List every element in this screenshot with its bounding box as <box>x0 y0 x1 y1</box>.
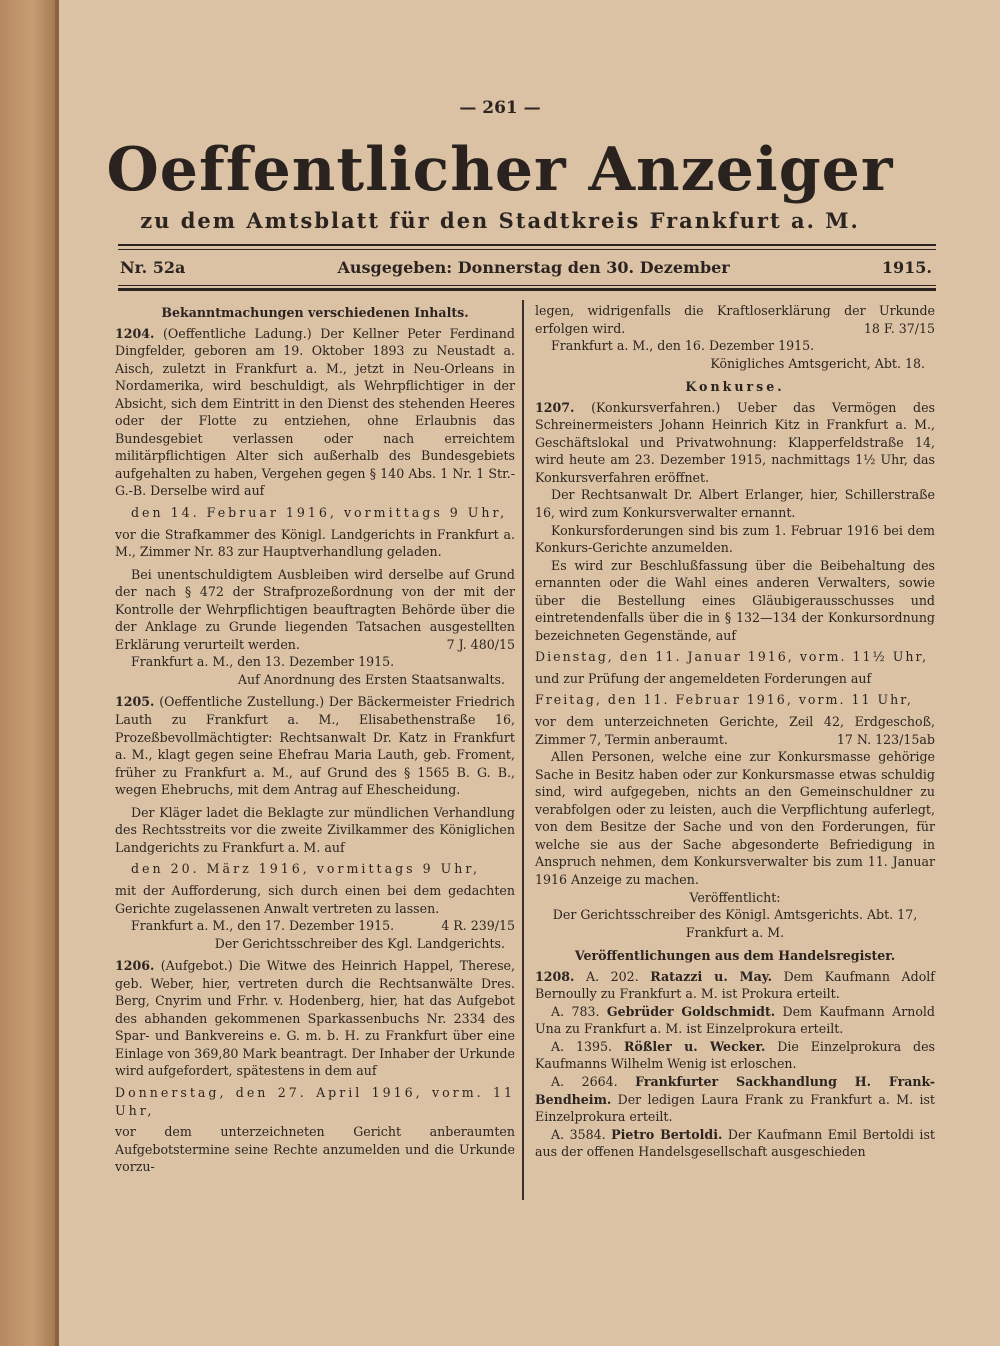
signature: Königliches Amtsgericht, Abt. 18. <box>710 355 925 371</box>
place-date: Frankfurt a. M., den 13. Dezember 1915. <box>131 654 395 670</box>
firm-name: Ratazzi u. May. <box>650 968 773 984</box>
entry-text: Der ledigen Laura Frank zu Frankfurt a. M. ist Einzelprokura erteilt. <box>535 1091 935 1125</box>
file-reference: 17 N. 123/15ab <box>836 731 935 747</box>
notice-text: Der Rechtsanwalt Dr. Albert Erlanger, hier, Schillerstraße 16, wird zum Konkursverwalter ernannt. <box>535 487 935 521</box>
register-number: A. 1395. <box>551 1038 613 1054</box>
notice-1207 <box>535 399 935 941</box>
notice-text: Der Kläger ladet die Beklagte zur mündlichen Verhandlung des Rechtsstreits vor die zweite Zivilkammer des Königlichen Landgerichts zu Frankfurt a. M. auf <box>115 804 515 855</box>
register-entry <box>535 1126 935 1161</box>
notice-1205 <box>115 693 515 952</box>
firm-name: Frankfurter Sackhandlung H. Frank-Bendheim. <box>535 1073 936 1107</box>
entry-text: Dem Kaufmann Adolf Bernoully zu Frankfurt a. M. ist Prokura erteilt. <box>535 968 935 1002</box>
notice-text: Bei unentschuldigtem Ausbleiben wird derselbe auf Grund der nach § 472 der Strafprozeßordnung von der mit der Kontrolle der Wehrpflichtigen beauftragten Behörde über die der Anklage zu Grunde liegenden Tatsachen ausgestellten Erklärung verurteilt werden. <box>115 566 515 652</box>
firm-name: Rößler u. Wecker. <box>623 1038 766 1054</box>
notice-text: (Oeffentliche Zustellung.) Der Bäckermeister Friedrich Lauth zu Frankfurt a. M., Elisabethenstraße 16, Prozeßbevollmächtigter: Rechtsanwalt Dr. Katz in Frankfurt a. M., klagt gegen seine Ehefrau Maria Lauth, geb. Froment, früher zu Frankfurt a. M., auf Grund des § 1565 B. G. B., wegen Ehebruchs, mit dem Antrag auf Ehescheidung. <box>115 694 515 798</box>
register-entry <box>535 968 935 1003</box>
notice-text: mit der Aufforderung, sich durch einen bei dem gedachten Gerichte zugelassenen Anwalt vertreten zu lassen. <box>115 882 515 916</box>
notice-text: (Aufgebot.) Die Witwe des Heinrich Happel, Therese, geb. Weber, hier, vertreten durch die Rechtsanwälte Dres. Berg, Cnyrim und Frhr. v. Hodenberg, hier, hat das Aufgebot des abhanden gekommenen Sparkassenbuchs Nr. 2334 des Spar- und Bankvereins e. G. m. b. H. zu Frankfurt über eine Einlage von 369,80 Mark beantragt. Der Inhaber der Urkunde wird aufgefordert, spätestens in dem auf <box>115 958 515 1079</box>
issue-line <box>120 258 932 277</box>
divider <box>118 249 936 250</box>
file-reference: 18 F. 37/15 <box>863 320 935 336</box>
divider <box>118 244 936 246</box>
firm-name: Pietro Bertoldi. <box>611 1126 723 1142</box>
masthead-subtitle: zu dem Amtsblatt für den Stadtkreis Frankfurt a. M. <box>140 208 860 233</box>
entry-text: Der Kaufmann Emil Bertoldi ist aus der offenen Handelsgesellschaft ausgeschieden <box>535 1126 935 1160</box>
published-label: Veröffentlicht: <box>689 889 781 905</box>
register-number: A. 2664. <box>551 1073 618 1089</box>
file-reference: 7 J. 480/15 <box>446 636 515 652</box>
notice-number: 1206. <box>115 958 155 974</box>
column-divider <box>522 300 524 1200</box>
notice-text: Allen Personen, welche eine zur Konkursmasse gehörige Sache in Besitz haben oder zur Konkursmasse etwas schuldig sind, wird aufgegeben, nichts an den Gemeinschuldner zu verabfolgen oder zu leisten, auch die Verpflichtung auferlegt, von dem Besitze der Sache und von den Forderungen, für welche sie aus der Sache abgesonderte Befriedigung in Anspruch nehmen, dem Konkursverwalter bis zum 11. Januar 1916 Anzeige zu machen. <box>535 749 935 887</box>
notice-1206-continued <box>535 302 935 372</box>
register-number: A. 783. <box>551 1003 600 1019</box>
issue-number: Nr. 52a <box>120 258 186 277</box>
notice-text: und zur Prüfung der angemeldeten Forderungen auf <box>535 670 872 686</box>
meeting-date: Dienstag, den 11. Januar 1916, vorm. 11½ Uhr, <box>535 649 929 665</box>
notice-1206 <box>115 957 515 1176</box>
notice-text: Es wird zur Beschlußfassung über die Beibehaltung des ernannten oder die Wahl eines anderen Verwalters, sowie über die Bestellung eines Gläubigerausschusses und eintretendenfalls über die in § 132—134 der Konkursordnung bezeichneten Gegenstände, auf <box>535 557 935 643</box>
hearing-date: den 20. März 1916, vormittags 9 Uhr, <box>131 861 481 877</box>
hearing-date: Donnerstag, den 27. April 1916, vorm. 11 Uhr, <box>115 1084 515 1118</box>
issue-date: Ausgegeben: Donnerstag den 30. Dezember <box>337 258 730 277</box>
notice-number: 1208. <box>535 968 575 984</box>
signature: Der Gerichtsschreiber des Königl. Amtsgerichts. Abt. 17, <box>552 907 918 923</box>
register-entry <box>535 1073 935 1126</box>
register-entry <box>535 1038 935 1073</box>
firm-name: Gebrüder Goldschmidt. <box>606 1003 776 1019</box>
notice-text: Konkursforderungen sind bis zum 1. Februar 1916 bei dem Konkurs-Gerichte anzumelden. <box>535 522 935 556</box>
right-column <box>535 302 935 1161</box>
notice-text: (Konkursverfahren.) Ueber das Vermögen des Schreinermeisters Johann Heinrich Kitz in Frankfurt a. M., Geschäftslokal und Privatwohnung: Klapperfeldstraße 14, wird heute am 23. Dezember 1915, nachmittags 1½ Uhr, das Konkursverfahren eröffnet. <box>535 399 935 485</box>
issue-year: 1915. <box>881 258 932 277</box>
hearing-date: den 14. Februar 1916, vormittags 9 Uhr, <box>131 505 508 521</box>
signature: Auf Anordnung des Ersten Staatsanwalts. <box>237 671 505 687</box>
section-heading: Veröffentlichungen aus dem Handelsregister. <box>574 948 896 964</box>
divider <box>118 285 936 286</box>
notice-number: 1204. <box>115 325 155 341</box>
register-entry <box>535 1003 935 1038</box>
notice-1208 <box>535 968 935 1161</box>
left-column <box>115 302 515 1176</box>
notice-number: 1207. <box>535 399 575 415</box>
section-heading: Konkurse. <box>685 379 785 395</box>
register-number: A. 3584. <box>551 1126 606 1142</box>
divider <box>118 288 936 291</box>
notice-1204 <box>115 325 515 689</box>
signature: Der Gerichtsschreiber des Kgl. Landgerichts. <box>214 935 505 951</box>
notice-text: (Oeffentliche Ladung.) Der Kellner Peter Ferdinand Dingfelder, geboren am 19. Oktober 1893 zu Neustadt a. Aisch, zuletzt in Frankfurt a. M., jetzt in Neu-Orleans in Nordamerika, wird beschuldigt, als Wehrpflichtiger in der Absicht, sich dem Eintritt in den Dienst des stehenden Heeres oder der Flotte zu entziehen, ohne Erlaubnis das Bundesgebiet verlassen oder nach erreichtem militärpflichtigen Alter sich außerhalb des Bundesgebiets aufgehalten zu haben, Vergehen gegen § 140 Abs. 1 Nr. 1 Str.-G.-B. Derselbe wird auf <box>115 325 515 499</box>
masthead-title: Oeffentlicher Anzeiger <box>106 135 894 205</box>
entry-text: Die Einzelprokura des Kaufmanns Wilhelm Wenig ist erloschen. <box>535 1038 935 1072</box>
file-reference: 4 R. 239/15 <box>441 918 515 934</box>
place-date: Frankfurt a. M., den 16. Dezember 1915. <box>551 338 815 354</box>
entry-text: Dem Kaufmann Arnold Una zu Frankfurt a. M. ist Einzelprokura erteilt. <box>535 1003 935 1037</box>
signature-place: Frankfurt a. M. <box>685 924 785 940</box>
place-date: Frankfurt a. M., den 17. Dezember 1915. <box>131 918 395 934</box>
notice-number: 1205. <box>115 694 155 710</box>
notice-text: vor dem unterzeichneten Gericht anberaumten Aufgebotstermine seine Rechte anzumelden und die Urkunde vorzu- <box>115 1124 515 1175</box>
notice-text: vor dem unterzeichneten Gerichte, Zeil 42, Erdgeschoß, Zimmer 7, Termin anberaumt. <box>535 714 935 747</box>
page-number: — 261 — <box>459 98 541 118</box>
notice-text: legen, widrigenfalls die Kraftloserklärung der Urkunde erfolgen wird. <box>535 303 935 336</box>
notice-text: vor die Strafkammer des Königl. Landgerichts in Frankfurt a. M., Zimmer Nr. 83 zur Hauptverhandlung geladen. <box>115 526 515 560</box>
examination-date: Freitag, den 11. Februar 1916, vorm. 11 Uhr, <box>535 692 913 708</box>
section-heading: Bekanntmachungen verschiedenen Inhalts. <box>161 305 469 320</box>
register-number: A. 202. <box>586 968 639 984</box>
